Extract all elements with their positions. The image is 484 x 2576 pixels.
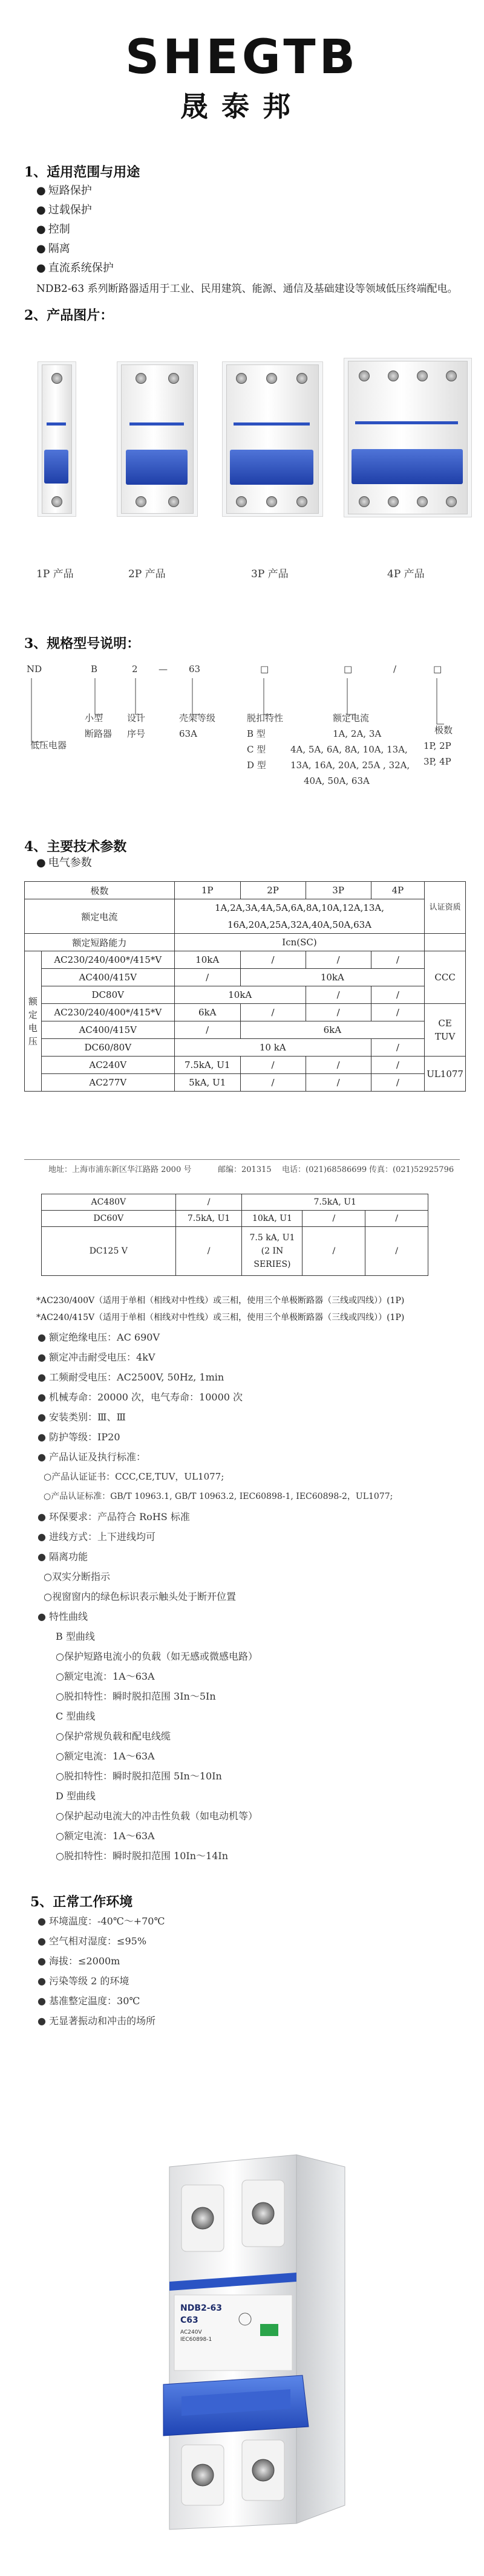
parameter-list <box>38 1327 393 1866</box>
code-part-b: B <box>91 664 98 675</box>
section-2-title: 2、产品图片： <box>24 308 114 323</box>
table-row: AC480V / 7.5kA, U1 <box>42 1194 428 1211</box>
photo-model-text: NDB2-63 <box>180 2303 223 2313</box>
product-caption-4p: 4P 产品 <box>387 568 425 580</box>
code-part-box-2: □ <box>344 664 353 675</box>
footer-post: 邮编：201315 <box>218 1165 272 1174</box>
table-row: DC125 V / 7.5 kA, U1 (2 IN SERIES) / / <box>42 1227 428 1276</box>
electrical-params-table <box>24 881 466 1092</box>
code-part-nd: ND <box>27 664 42 675</box>
note: *AC230/400V（适用于单相（相线对中性线）或三相，使用三个单极断路器（三线或四线））(1P) <box>36 1296 405 1306</box>
table-row: AC400/415V / 6kA <box>25 1021 466 1039</box>
table-row: DC80V 10kA / / <box>25 986 466 1004</box>
section-5-title: 5、正常工作环境 <box>30 1894 133 1910</box>
list-item: ● 过载保护 <box>36 204 92 216</box>
rated-voltage-side-label: 额定电压 <box>25 951 42 1092</box>
spec-label-design-number: 设计 序号 <box>127 713 146 739</box>
photo-rating-text: C63 <box>180 2315 198 2325</box>
list-item: ● 隔离 <box>36 242 70 255</box>
table-row: 额定短路能力 Icn(SC) <box>25 934 466 951</box>
list-item: ● 海拔：≤2000m <box>38 1955 120 1967</box>
spec-label-rated-current: 额定电流 1A, 2A, 3A 4A, 5A, 6A, 8A, 10A, 13A, 13A, 16A, 20A, 25A , 32A, 40A, 50A, 63A <box>290 713 410 786</box>
spec-leader-lines <box>0 677 484 756</box>
code-part-63: 63 <box>189 664 201 675</box>
list-item: ● 工频耐受电压：AC2500V, 50Hz, 1min <box>38 1371 224 1383</box>
list-item: ● 环保要求：产品符合 RoHS 标准 <box>38 1511 190 1523</box>
list-item: ● 安装类别：Ⅲ、Ⅲ <box>38 1411 126 1423</box>
table-row: 额定电流 1A,2A,3A,4A,5A,6A,8A,10A,12A,13A, <box>25 899 466 917</box>
list-item: ○保护短路电流小的负载（如无感或微感电路） <box>56 1651 258 1662</box>
spec-label-frame-size: 壳架等级 63A <box>179 713 216 739</box>
electrical-params-table-continued <box>41 1194 428 1276</box>
environment-list <box>38 1911 165 2031</box>
list-item: D 型曲线 <box>56 1790 96 1802</box>
section-4-subtitle: ● 电气参数 <box>36 856 92 869</box>
spec-label-mcb: 小型 断路器 <box>85 713 113 739</box>
list-item: ○视窗窗内的绿色标识表示触头处于断开位置 <box>44 1591 236 1602</box>
list-item: ● 直流系统保护 <box>36 262 114 274</box>
table-row: 额定电压 AC230/240/400*/415*V 10kA / / / CCC <box>25 951 466 969</box>
list-item: ● 额定冲击耐受电压：4kV <box>38 1351 155 1363</box>
list-item: ● 无显著振动和冲击的场所 <box>38 2015 156 2027</box>
code-part-slash: / <box>393 664 397 675</box>
table-row: DC60/80V 10 kA / <box>25 1039 466 1057</box>
list-item: ○额定电流：1A～63A <box>56 1830 155 1842</box>
footer-fax: 传真：(021)52925796 <box>369 1165 454 1174</box>
list-item: C 型曲线 <box>56 1710 96 1722</box>
product-image-1p <box>38 361 76 517</box>
list-item: ● 空气相对湿度：≤95% <box>38 1935 147 1947</box>
footer-tel: 电话：(021)68586699 <box>282 1165 367 1174</box>
table-row: AC277V 5kA, U1 / / / <box>25 1074 466 1092</box>
code-part-box-3: □ <box>433 664 442 675</box>
list-item: ● 进线方式：上下进线均可 <box>38 1531 156 1542</box>
product-image-3p <box>222 361 323 517</box>
page-divider <box>24 1159 460 1160</box>
list-item: ○脱扣特性：瞬时脱扣范围 5In～10In <box>56 1770 222 1782</box>
list-item: ● 控制 <box>36 223 70 236</box>
list-item: ● 产品认证及执行标准： <box>38 1451 146 1463</box>
cert-ccc: CCC <box>425 951 466 1004</box>
list-item: ○脱扣特性：瞬时脱扣范围 3In～5In <box>56 1691 216 1702</box>
list-item: ○保护起动电流大的冲击性负载（如电动机等） <box>56 1810 258 1822</box>
product-image-4p <box>344 358 472 517</box>
cert-ce-tuv: CE TUV <box>425 1004 466 1057</box>
section-4-title: 4、主要技术参数 <box>24 839 127 855</box>
list-item: ● 基准整定温度：30℃ <box>38 1995 140 2007</box>
brand-logo: SHEGTB <box>125 30 359 85</box>
code-part-box-1: □ <box>260 664 269 675</box>
product-caption-2p: 2P 产品 <box>128 568 166 580</box>
table-row: AC240V 7.5kA, U1 / / / UL1077 <box>25 1057 466 1074</box>
list-item: ○额定电流：1A～63A <box>56 1750 155 1762</box>
code-part-dash: — <box>159 664 168 675</box>
photo-spec-line-2: IEC60898-1 <box>180 2337 212 2343</box>
section-1-title: 1、适用范围与用途 <box>24 164 140 180</box>
code-part-2: 2 <box>132 664 138 675</box>
list-item: ● 额定绝缘电压：AC 690V <box>38 1332 160 1343</box>
table-row: AC230/240/400*/415*V 6kA / / / CE TUV <box>25 1004 466 1021</box>
spec-label-poles: 极数 1P, 2P 3P, 4P <box>424 725 453 767</box>
product-photo-2p <box>145 2143 363 2542</box>
list-item: ● 环境温度：-40℃～+70℃ <box>38 1915 165 1927</box>
list-item: ● 防护等级：IP20 <box>38 1431 120 1443</box>
section-3-title: 3、规格型号说明： <box>24 636 140 652</box>
photo-spec-line-1: AC240V <box>180 2329 202 2335</box>
footer-address: 地址：上海市浦东新区华江路路 2000 号 <box>48 1165 192 1174</box>
list-item: ○脱扣特性：瞬时脱扣范围 10In～14In <box>56 1850 229 1862</box>
cert-ul1077: UL1077 <box>425 1057 466 1092</box>
table-row: 极数 1P 2P 3P 4P 认证资质 <box>25 882 466 899</box>
scope-list <box>36 181 114 278</box>
product-image-2p <box>117 361 198 517</box>
list-item: ○保护常规负载和配电线缆 <box>56 1730 171 1742</box>
list-item: ○产品认证证书：CCC,CE,TUV，UL1077; <box>44 1471 224 1482</box>
list-item: ● 隔离功能 <box>38 1551 88 1562</box>
list-item: ● 机械寿命：20000 次，电气寿命：10000 次 <box>38 1391 243 1403</box>
list-item: B 型曲线 <box>56 1631 95 1642</box>
list-item: ○额定电流：1A～63A <box>56 1671 155 1682</box>
list-item: ● 特性曲线 <box>38 1611 88 1622</box>
cert-header: 认证资质 <box>425 882 466 934</box>
list-item: ○产品认证标准：GB/T 10963.1, GB/T 10963.2, IEC60898-1, IEC60898-2，UL1077; <box>44 1492 393 1501</box>
note: *AC240/415V（适用于单相（相线对中性线）或三相，使用三个单极断路器（三线或四线））(1P) <box>36 1313 405 1322</box>
list-item: ● 污染等级 2 的环境 <box>38 1975 129 1987</box>
list-item: ○双实分断指示 <box>44 1571 110 1582</box>
product-caption-1p: 1P 产品 <box>36 568 74 580</box>
brand-chinese-name: 晟泰邦 <box>180 90 304 123</box>
table-row: 16A,20A,25A,32A,40A,50A,63A <box>25 916 466 934</box>
spec-label-low-voltage: 低压电器 <box>30 740 67 751</box>
table-notes <box>36 1292 404 1326</box>
table-row: AC400/415V / 10kA <box>25 969 466 986</box>
spec-label-trip-curve: 脱扣特性 B 型 C 型 D 型 <box>247 713 284 771</box>
product-caption-3p: 3P 产品 <box>251 568 289 580</box>
scope-description: NDB2-63 系列断路器适用于工业、民用建筑、能源、通信及基础建设等领域低压终端配电。 <box>36 283 458 295</box>
table-row: DC60V 7.5kA, U1 10kA, U1 / / <box>42 1211 428 1227</box>
list-item: ● 短路保护 <box>36 184 92 197</box>
